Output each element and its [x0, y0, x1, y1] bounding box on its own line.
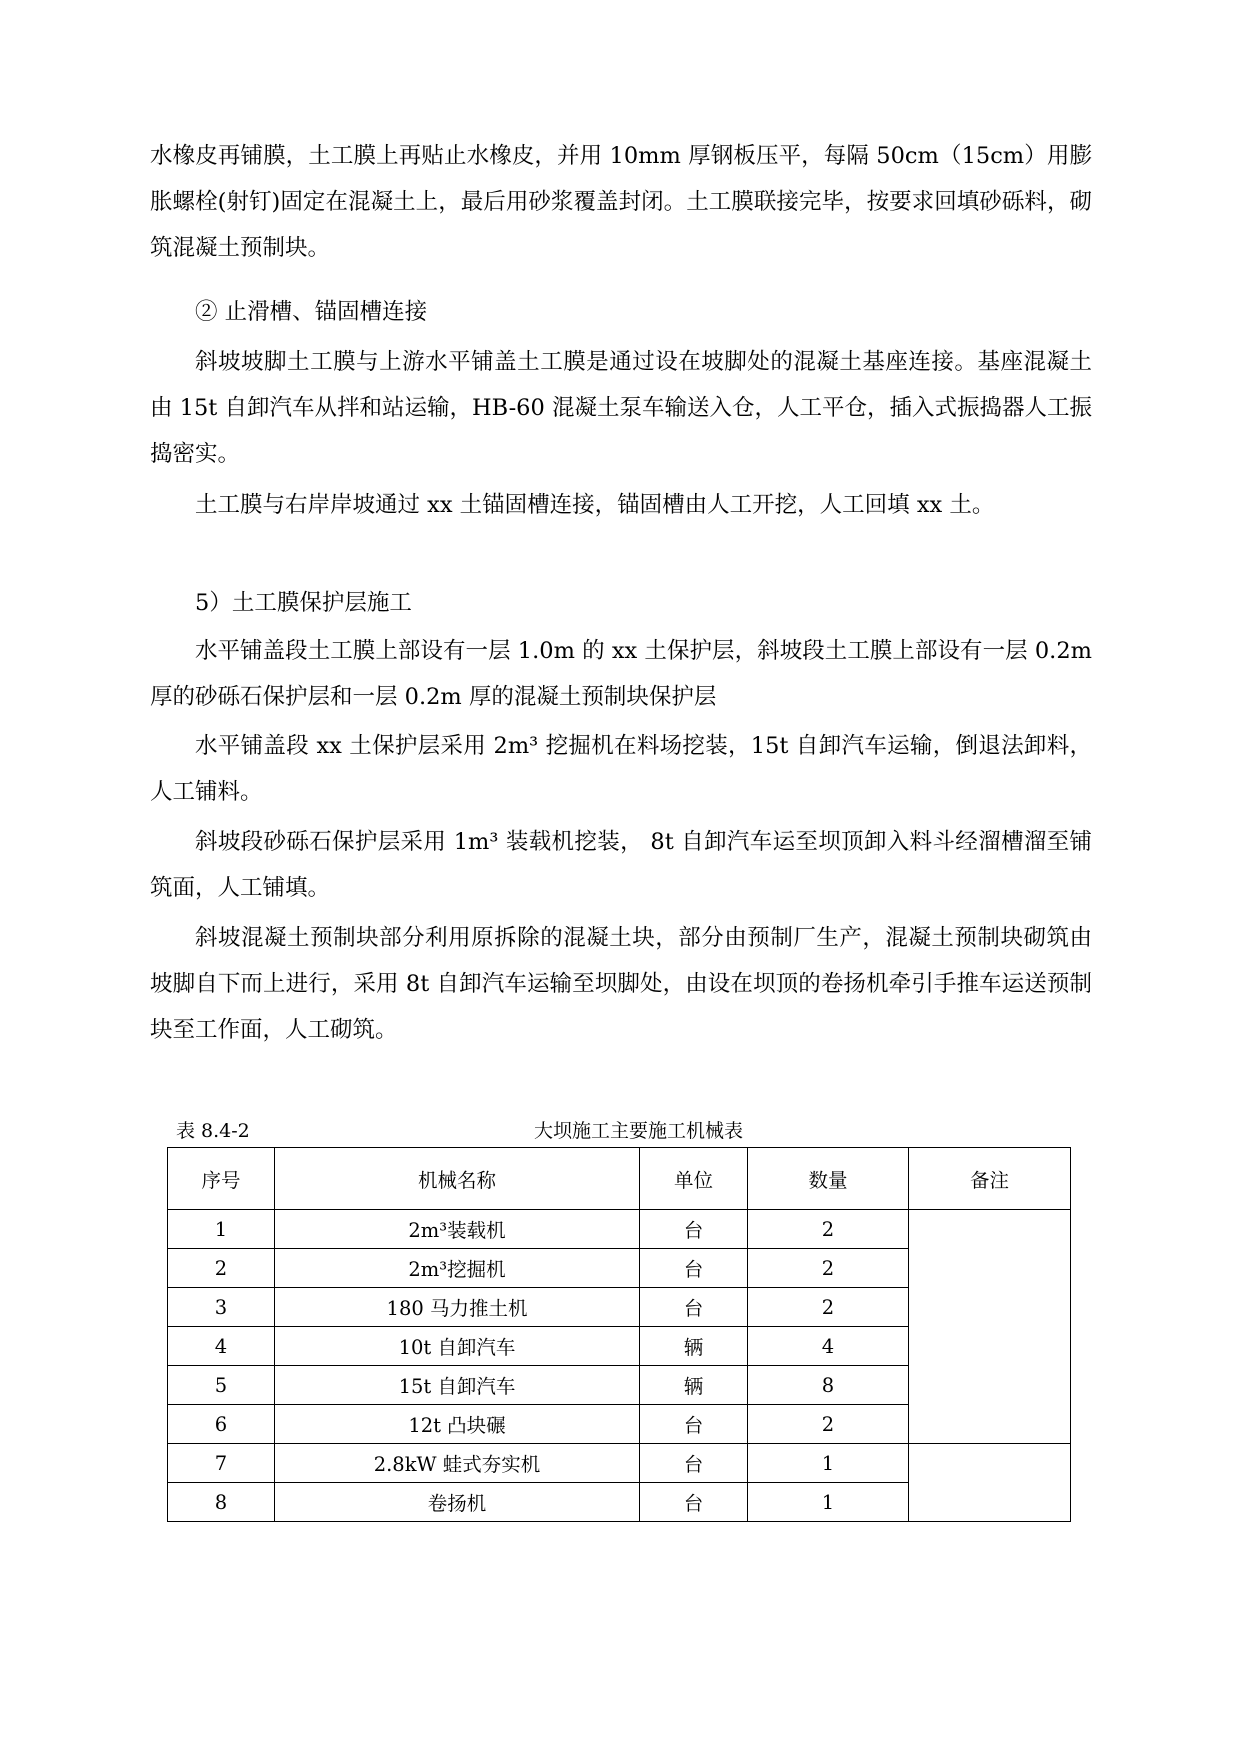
paragraph-precast-blocks: 斜坡混凝土预制块部分利用原拆除的混凝土块，部分由预制厂生产，混凝土预制块砌筑由坡脚自下而上进行，采用 8t 自卸汽车运输至坝脚处，由设在坝顶的卷扬机牵引手推车运送预制块至工作面，人工砌筑。 — [150, 925, 1092, 1043]
cell-quantity: 1 — [748, 1444, 909, 1483]
cell-machine-name: 180 马力推土机 — [275, 1288, 640, 1327]
cell-unit: 台 — [640, 1288, 748, 1327]
table-row — [168, 1210, 1071, 1249]
paragraph-anchor-groove: 土工膜与右岸岸坡通过 xx 土锚固槽连接，锚固槽由人工开挖，人工回填 xx 土。 — [195, 492, 995, 518]
cell-machine-name: 2.8kW 蛙式夯实机 — [275, 1444, 640, 1483]
cell-quantity: 8 — [748, 1366, 909, 1405]
cell-seq: 1 — [168, 1210, 275, 1249]
table-row — [168, 1444, 1071, 1483]
cell-seq: 4 — [168, 1327, 275, 1366]
cell-seq: 3 — [168, 1288, 275, 1327]
header-unit: 单位 — [640, 1148, 748, 1210]
cell-quantity: 1 — [748, 1483, 909, 1522]
cell-unit: 台 — [640, 1405, 748, 1444]
paragraph-protection-layers: 水平铺盖段土工膜上部设有一层 1.0m 的 xx 土保护层，斜坡段土工膜上部设有一层 0.2m 厚的砂砾石保护层和一层 0.2m 厚的混凝土预制块保护层 — [150, 638, 1092, 710]
cell-machine-name: 2m³装载机 — [275, 1210, 640, 1249]
cell-quantity: 2 — [748, 1288, 909, 1327]
header-seq: 序号 — [168, 1148, 275, 1210]
cell-seq: 2 — [168, 1249, 275, 1288]
cell-machine-name: 15t 自卸汽车 — [275, 1366, 640, 1405]
cell-remarks — [909, 1444, 1071, 1522]
cell-seq: 8 — [168, 1483, 275, 1522]
paragraph-toe-connection: 斜坡坡脚土工膜与上游水平铺盖土工膜是通过设在坡脚处的混凝土基座连接。基座混凝土由 15t 自卸汽车从拌和站运输，HB-60 混凝土泵车输送入仓，人工平仓，插入式振捣器人工振捣密实。 — [150, 349, 1092, 467]
cell-unit: 台 — [640, 1249, 748, 1288]
cell-machine-name: 10t 自卸汽车 — [275, 1327, 640, 1366]
cell-remarks — [909, 1210, 1071, 1444]
cell-machine-name: 12t 凸块碾 — [275, 1405, 640, 1444]
heading-anti-slip-groove: ② 止滑槽、锚固槽连接 — [195, 299, 428, 325]
heading-protection-layer: 5）土工膜保护层施工 — [195, 590, 412, 616]
header-remarks: 备注 — [909, 1148, 1071, 1210]
cell-quantity: 2 — [748, 1405, 909, 1444]
cell-machine-name: 卷扬机 — [275, 1483, 640, 1522]
cell-unit: 辆 — [640, 1327, 748, 1366]
cell-quantity: 4 — [748, 1327, 909, 1366]
cell-unit: 台 — [640, 1444, 748, 1483]
cell-unit: 辆 — [640, 1366, 748, 1405]
paragraph-horizontal-protection: 水平铺盖段 xx 土保护层采用 2m³ 挖掘机在料场挖装，15t 自卸汽车运输，倒退法卸料，人工铺料。 — [150, 733, 1092, 805]
cell-quantity: 2 — [748, 1249, 909, 1288]
cell-seq: 5 — [168, 1366, 275, 1405]
paragraph-gravel-protection: 斜坡段砂砾石保护层采用 1m³ 装载机挖装， 8t 自卸汽车运至坝顶卸入料斗经溜槽溜至铺筑面，人工铺填。 — [150, 829, 1092, 901]
cell-quantity: 2 — [748, 1210, 909, 1249]
machinery-table — [167, 1147, 1071, 1522]
header-quantity: 数量 — [748, 1148, 909, 1210]
paragraph-membrane-joint: 水橡皮再铺膜，土工膜上再贴止水橡皮，并用 10mm 厚钢板压平，每隔 50cm（15cm）用膨胀螺栓(射钉)固定在混凝土上，最后用砂浆覆盖封闭。土工膜联接完毕，按要求回填砂砾料，砌筑混凝土预制块。 — [150, 143, 1092, 261]
cell-seq: 6 — [168, 1405, 275, 1444]
cell-unit: 台 — [640, 1210, 748, 1249]
cell-unit: 台 — [640, 1483, 748, 1522]
table-number: 表 8.4-2 — [176, 1120, 250, 1142]
table-header-row — [168, 1148, 1071, 1210]
cell-machine-name: 2m³挖掘机 — [275, 1249, 640, 1288]
table-title: 大坝施工主要施工机械表 — [534, 1120, 744, 1142]
header-machine-name: 机械名称 — [275, 1148, 640, 1210]
cell-seq: 7 — [168, 1444, 275, 1483]
